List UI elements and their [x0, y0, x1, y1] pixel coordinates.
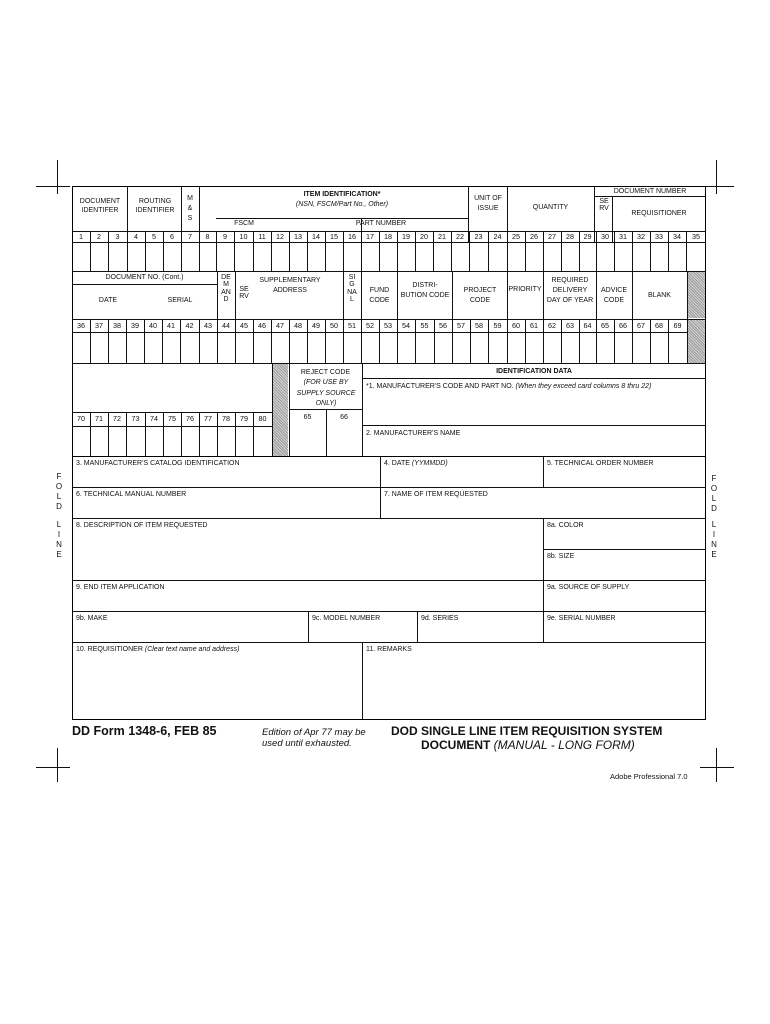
edition-note-line-2: used until exhausted. — [262, 738, 352, 749]
part-number-label: PART NUMBER — [355, 220, 407, 227]
technical-manual-number-field[interactable]: 6. TECHNICAL MANUAL NUMBER — [76, 491, 187, 498]
demand-label: DEMAND — [221, 274, 231, 304]
reject-code-label: REJECT CODE — [300, 369, 351, 376]
quantity-label: QUANTITY — [532, 204, 569, 211]
source-of-supply-field[interactable]: 9a. SOURCE OF SUPPLY — [547, 584, 630, 591]
end-item-application-field[interactable]: 9. END ITEM APPLICATION — [76, 584, 165, 591]
crop-mark — [36, 767, 70, 768]
requisitioner-header-label: REQUISITIONER — [631, 210, 687, 217]
fscm-label: FSCM — [234, 220, 254, 227]
blank-label: BLANK — [648, 292, 671, 299]
item-identification-sublabel: (NSN, FSCM/Part No., Other) — [295, 201, 389, 208]
name-of-item-field[interactable]: 7. NAME OF ITEM REQUESTED — [384, 491, 488, 498]
color-field[interactable]: 8a. COLOR — [547, 522, 584, 529]
ms-label: M & S — [187, 195, 193, 222]
reject-col-65: 65 — [303, 414, 312, 421]
document-number-label: DOCUMENT NUMBER — [613, 188, 687, 195]
description-field[interactable]: 8. DESCRIPTION OF ITEM REQUESTED — [76, 522, 208, 529]
item-identification-label: ITEM IDENTIFICATION* — [303, 191, 381, 198]
series-field[interactable]: 9d. SERIES — [421, 615, 459, 622]
unit-of-issue-label: UNIT OF ISSUE — [474, 195, 502, 212]
software-note: Adobe Professional 7.0 — [610, 772, 688, 781]
serv-label: SERV — [599, 198, 609, 213]
manufacturers-name-label: 2. MANUFACTURER'S NAME — [366, 430, 461, 437]
advice-code-label: ADVICE CODE — [600, 287, 628, 304]
signal-label: SIGNAL — [347, 274, 357, 304]
serial-label: SERIAL — [167, 297, 193, 304]
crop-mark — [716, 160, 717, 194]
crop-mark — [700, 767, 734, 768]
make-field[interactable]: 9b. MAKE — [76, 615, 108, 622]
identification-data-label: IDENTIFICATION DATA — [496, 368, 572, 375]
date-label: DATE — [98, 297, 118, 304]
form-title-line-2: DOCUMENT (MANUAL - LONG FORM) — [421, 738, 635, 752]
catalog-identification-field[interactable]: 3. MANUFACTURER'S CATALOG IDENTIFICATION — [76, 460, 240, 467]
serial-number-field[interactable]: 9e. SERIAL NUMBER — [547, 615, 616, 622]
edition-note-line-1: Edition of Apr 77 may be — [262, 727, 366, 738]
crop-mark — [716, 748, 717, 782]
crop-mark — [57, 748, 58, 782]
document-identifier-label: DOCUMENT IDENTIFER — [79, 198, 121, 214]
form-frame — [72, 186, 706, 720]
reject-code-note: (FOR USE BY SUPPLY SOURCE ONLY) — [296, 379, 356, 407]
required-delivery-label: REQUIRED DELIVERY DAY OF YEAR — [546, 277, 594, 304]
serv-label-2: SERV — [239, 286, 249, 301]
reject-col-66: 66 — [340, 414, 348, 421]
remarks-field[interactable]: 11. REMARKS — [366, 646, 412, 653]
manufacturers-code-label: *1. MANUFACTURER'S CODE AND PART NO. (When they exceed card columns 8 thru 22) — [366, 383, 652, 390]
fund-code-label: FUND CODE — [369, 287, 390, 304]
form-identifier: DD Form 1348-6, FEB 85 — [72, 724, 217, 738]
requisitioner-field[interactable]: 10. REQUISITIONER (Clear text name and address) — [76, 646, 240, 653]
project-code-label: PROJECT CODE — [463, 287, 497, 304]
distribution-code-label: DISTRI- BUTION CODE — [400, 282, 450, 299]
document-no-cont-label: DOCUMENT NO. (Cont.) — [105, 274, 184, 281]
routing-identifier-label: ROUTING IDENTIFIER — [135, 198, 175, 214]
crop-mark — [57, 160, 58, 194]
date-field[interactable]: 4. DATE (YYMMDD) — [384, 460, 448, 467]
priority-label: PRIORITY — [508, 286, 542, 293]
size-field[interactable]: 8b. SIZE — [547, 553, 575, 560]
form-title-line-1: DOD SINGLE LINE ITEM REQUISITION SYSTEM — [391, 724, 663, 738]
crop-mark — [36, 186, 70, 187]
technical-order-number-field[interactable]: 5. TECHNICAL ORDER NUMBER — [547, 460, 654, 467]
model-number-field[interactable]: 9c. MODEL NUMBER — [312, 615, 381, 622]
supplementary-address-label: SUPPLEMENTARY ADDRESS — [259, 277, 321, 294]
